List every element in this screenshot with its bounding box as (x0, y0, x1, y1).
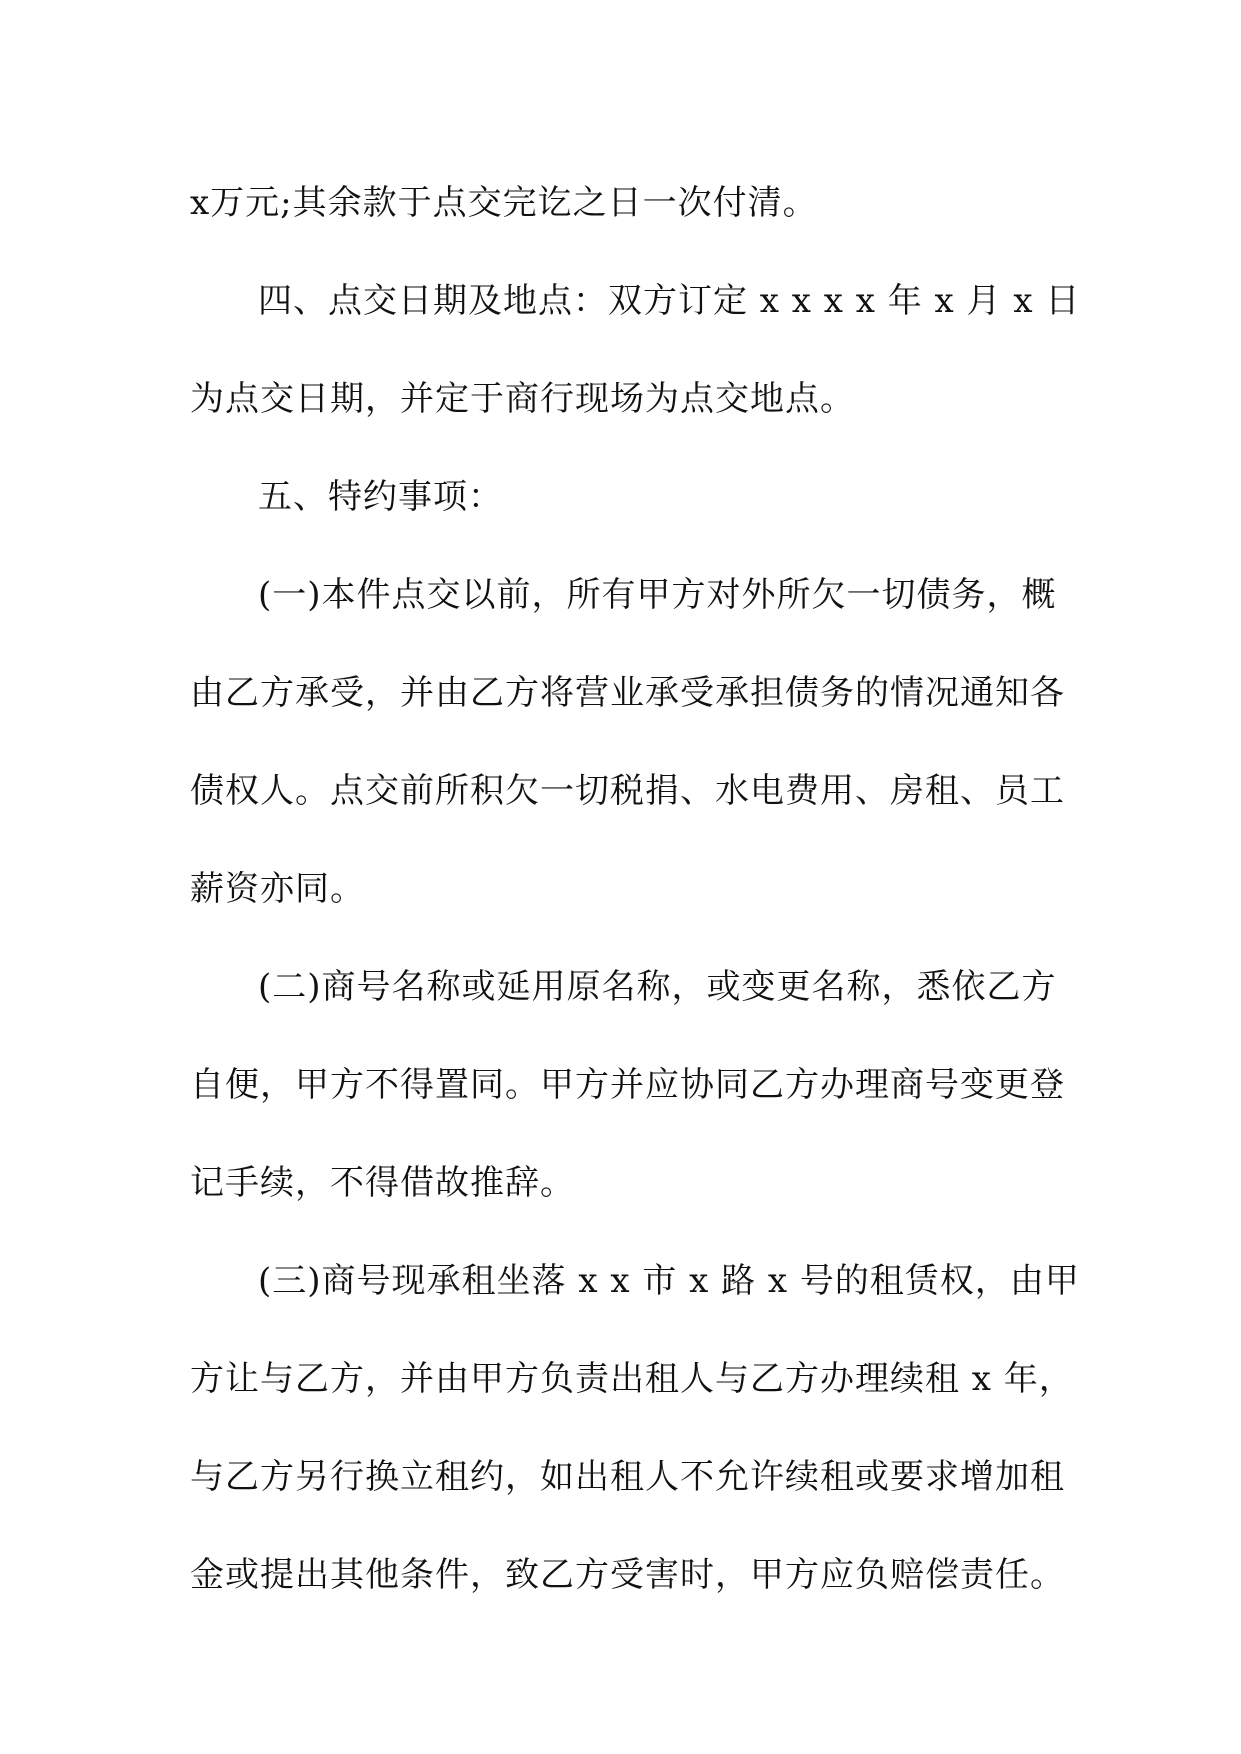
clause-1-line: (一)本件点交以前，所有甲方对外所欠一切债务，概 (258, 575, 1057, 615)
text-line: x万元;其余款于点交完讫之日一次付清。 (190, 183, 818, 223)
section-heading-delivery: 四、点交日期及地点：双方订定 x x x x 年 x 月 x 日 (258, 281, 1081, 321)
clause-1-line: 债权人。点交前所积欠一切税捐、水电费用、房租、员工 (190, 771, 1065, 811)
clause-3-line: 金或提出其他条件，致乙方受害时，甲方应负赔偿责任。 (190, 1555, 1065, 1595)
clause-3-line: 方让与乙方，并由甲方负责出租人与乙方办理续租 x 年， (190, 1359, 1074, 1399)
clause-3-line: 与乙方另行换立租约，如出租人不允许续租或要求增加租 (190, 1457, 1065, 1497)
clause-2-line: 记手续，不得借故推辞。 (190, 1163, 575, 1203)
clause-1-line: 薪资亦同。 (190, 869, 365, 909)
section-heading-special-terms: 五、特约事项： (258, 477, 503, 517)
clause-1-line: 由乙方承受，并由乙方将营业承受承担债务的情况通知各 (190, 673, 1065, 713)
clause-2-line: 自便，甲方不得置同。甲方并应协同乙方办理商号变更登 (190, 1065, 1065, 1105)
text-line: 为点交日期，并定于商行现场为点交地点。 (190, 379, 855, 419)
clause-3-line: (三)商号现承租坐落 x x 市 x 路 x 号的租赁权，由甲 (258, 1261, 1080, 1301)
clause-2-line: (二)商号名称或延用原名称，或变更名称，悉依乙方 (258, 967, 1057, 1007)
